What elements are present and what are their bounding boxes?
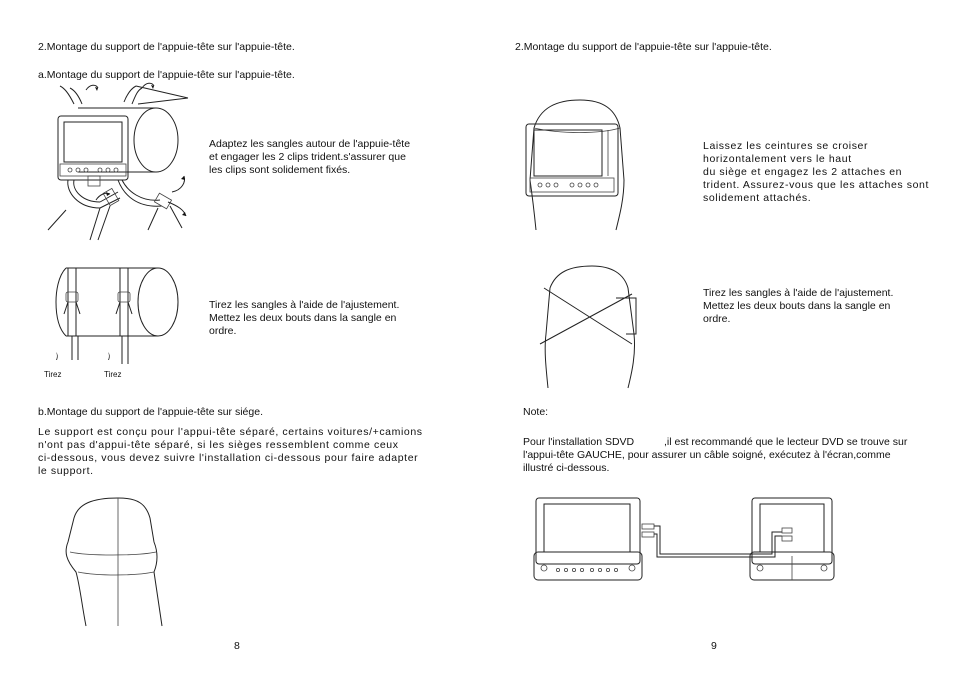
seat-monitor-illustration — [520, 98, 634, 230]
pull-label-left: Tirez — [44, 370, 62, 379]
monitor-controls — [60, 164, 126, 176]
hand-pull-icon — [108, 352, 110, 360]
step-r2-text: Tirez les sangles à l'aide de l'ajustement. Mettez les deux bouts dans la sangle en ordre. — [703, 287, 894, 325]
section-a-title — [38, 69, 295, 82]
left-monitor-screen — [544, 504, 630, 552]
section-b-title-text: Montage du support de l'appuie-tête sur siége. — [46, 406, 263, 418]
av-plug — [642, 524, 654, 529]
crossed-straps — [540, 288, 632, 344]
monitor-body — [58, 116, 128, 180]
note-rest: ,il est recommandé que le lecteur DVD se trouve sur l'appui-tête GAUCHE, pour assurer un câble soigné, exécutez à l'écran,comme illustré ci-dessous. — [523, 436, 908, 474]
section-a-marker: a. — [38, 69, 47, 81]
dual-monitor-connection-illustration — [534, 494, 834, 582]
left-monitor-dock — [534, 552, 642, 580]
section-a-title-text: Montage du support de l'appuie-tête sur l'appuie-tête. — [46, 69, 295, 81]
monitor-controls — [530, 178, 614, 192]
section-b-title — [38, 406, 263, 419]
av-plug — [642, 532, 654, 537]
left-monitor — [536, 498, 640, 564]
monitor-body — [526, 124, 618, 196]
strap-top-left — [60, 86, 82, 104]
headrest-end — [138, 268, 178, 336]
section-b-paragraph: Le support est conçu pour l'appui-tête séparé, certains voitures/+camions n'ont pas d'appui-tête séparé, si les sièges ressemblent comme ceux ci-dessous, vous devez suivre l'installation ci-dessous pour faire adapter le support. — [38, 426, 423, 477]
strap-tighten-illustration — [38, 262, 188, 382]
av-plug — [782, 528, 792, 533]
strap-bottom-left — [68, 180, 100, 208]
integrated-seat-illustration — [58, 496, 178, 626]
section-b-marker: b. — [38, 406, 47, 418]
note-model: Pour l'installation SDVD — [523, 436, 635, 448]
strap-top-right — [124, 86, 142, 104]
step-r1-text: Laissez les ceintures se croiser horizontalement vers le haut du siège et engagez les 2 attaches en trident. Assurez-vous que les attaches sont solidement attachés. — [703, 140, 929, 204]
headrest-end — [134, 108, 178, 172]
page-number-left: 8 — [234, 640, 240, 652]
note-label: Note: — [523, 406, 549, 418]
step-a1-text: Adaptez les sangles autour de l'appuie-tête et engager les 2 clips trident.s'assurer que les clips sont solidement fixés. — [209, 138, 411, 176]
monitor-screen — [64, 122, 122, 162]
headrest-strap-illustration — [38, 82, 188, 240]
hand-pull-icon — [56, 352, 58, 360]
av-cable — [654, 526, 782, 554]
strap-ends — [72, 336, 128, 364]
pull-label-right: Tirez — [104, 370, 122, 379]
page-number-right: 9 — [711, 640, 717, 652]
step-a2-text: Tirez les sangles à l'aide de l'ajustement. Mettez les deux bouts dans la sangle en ordre. — [209, 299, 400, 337]
seat-crossed-straps-illustration — [540, 264, 640, 388]
monitor-screen — [534, 130, 602, 176]
left-page-heading: 2.Montage du support de l'appuie-tête sur l'appuie-tête. — [38, 41, 295, 53]
av-plug — [782, 536, 792, 541]
right-page-heading: 2.Montage du support de l'appuie-tête sur l'appuie-tête. — [515, 41, 772, 53]
